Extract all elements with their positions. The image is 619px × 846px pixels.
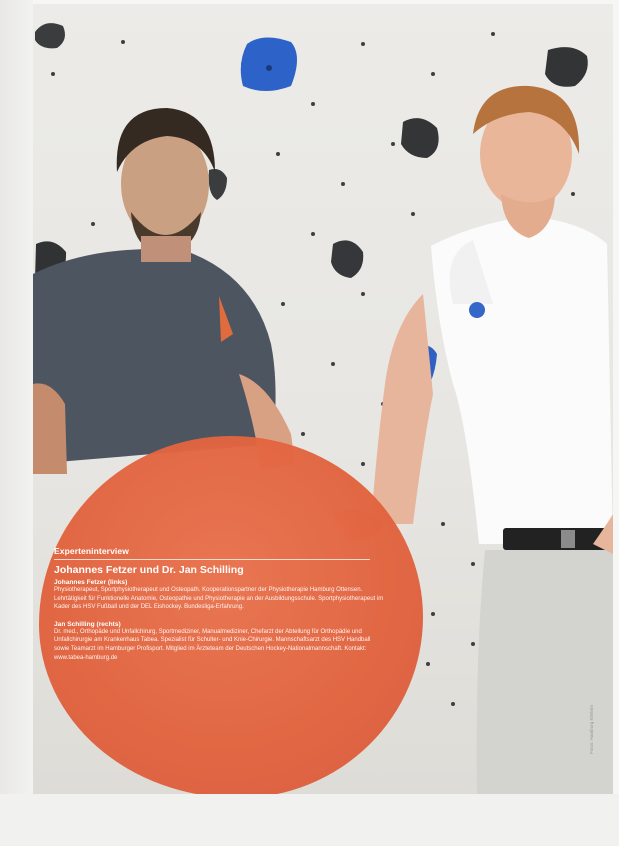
- section-kicker: Experteninterview: [54, 546, 129, 556]
- person2-bio: Dr. med., Orthopäde und Unfallchirurg, Sportmediziner, Manualmediziner, Chefarzt der Abteilung für Orthopädie und Unfallchirurgie am Krankenhaus Tabea. Spezialist für Schulter- und Knie-Chirurgie. Mannschaftsarzt des HSV Handball sowie Teamarzt im Hamburger Profisport. Mitglied im Ärzteteam der Deutschen Hockey-Nationalmannschaft. Kontakt: www.tabea-hamburg.de: [54, 628, 371, 661]
- climbing-hold-blue: [241, 37, 297, 91]
- page-gutter: [0, 0, 33, 846]
- interview-headline: Johannes Fetzer und Dr. Jan Schilling: [54, 564, 244, 576]
- climbing-hold-dark: [35, 23, 65, 48]
- climbing-hold-dark: [209, 169, 227, 200]
- person1-label: Johannes Fetzer (links): [54, 579, 128, 586]
- kicker-divider: [54, 559, 370, 560]
- person2-label: Jan Schilling (rechts): [54, 620, 121, 628]
- climbing-hold-dark: [545, 47, 588, 87]
- page-bottom-margin: [0, 794, 619, 846]
- interview-textblock: [54, 546, 384, 662]
- climbing-hold-dark: [401, 118, 439, 158]
- photo-credit: Fotos: Hamburg Klettern: [589, 704, 594, 754]
- climbing-hold-dark: [331, 240, 363, 278]
- person1-bio: Physiotherapeut, Sportphysiotherapeut und Osteopath. Kooperationspartner der Physiotherapie Hamburg Ottensen. Lehrtätigkeit für Funktionelle Anatomie, Osteopathie und Physiotherapie an der Ausbildungsschule. Sportphysiotherapeut im Kader des HSV Fußball und der DEL Eishockey. Bundesliga-Erfahrung.: [54, 587, 384, 611]
- person-left: [33, 108, 295, 474]
- climbing-wall-photo: [33, 4, 613, 794]
